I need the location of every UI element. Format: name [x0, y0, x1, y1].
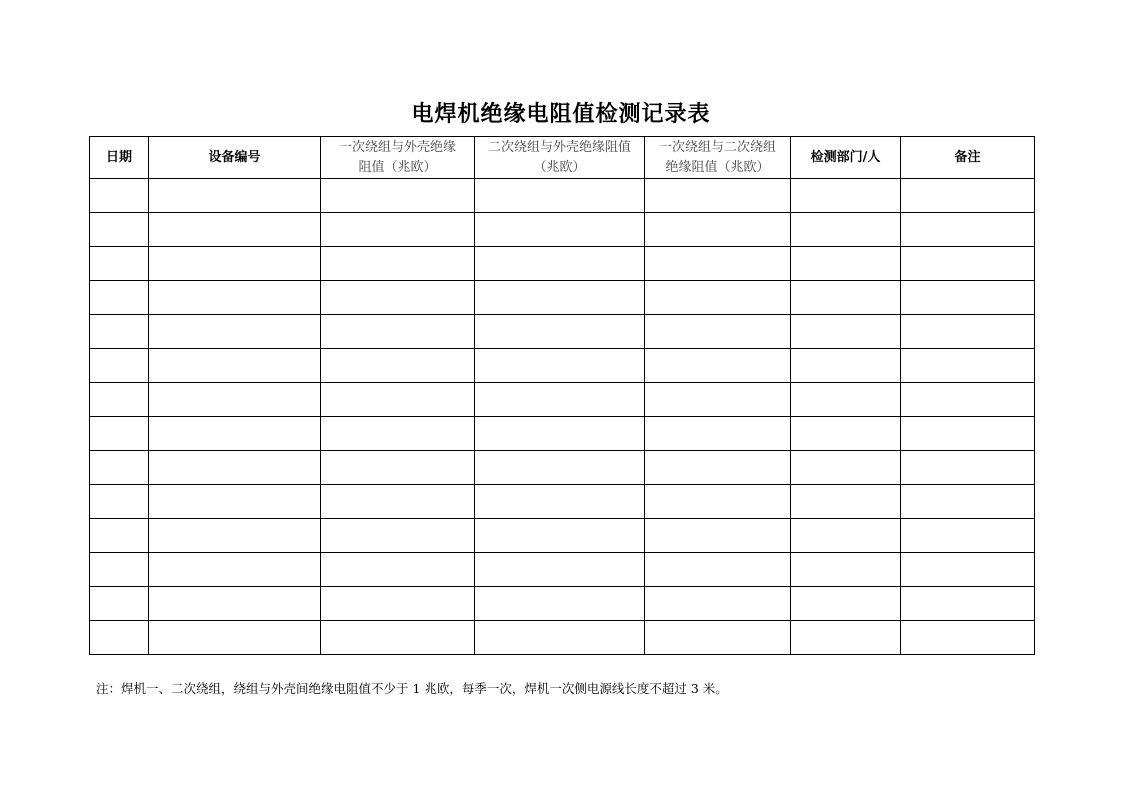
table-cell-primary-to-secondary[interactable]	[645, 519, 791, 553]
table-cell-equipment-no[interactable]	[149, 383, 321, 417]
table-cell-primary-to-shell[interactable]	[321, 519, 475, 553]
table-cell-secondary-to-shell[interactable]	[475, 485, 645, 519]
table-cell-inspector[interactable]	[791, 383, 901, 417]
table-row	[90, 553, 1035, 587]
table-cell-inspector[interactable]	[791, 519, 901, 553]
table-cell-date[interactable]	[90, 349, 149, 383]
column-header-secondary-to-shell	[475, 137, 645, 179]
table-row	[90, 179, 1035, 213]
column-header-remarks	[901, 137, 1035, 179]
table-row	[90, 315, 1035, 349]
table-row	[90, 417, 1035, 451]
table-cell-inspector[interactable]	[791, 247, 901, 281]
table-cell-date[interactable]	[90, 383, 149, 417]
table-cell-primary-to-shell[interactable]	[321, 213, 475, 247]
table-cell-date[interactable]	[90, 281, 149, 315]
table-cell-primary-to-secondary[interactable]	[645, 213, 791, 247]
table-cell-date[interactable]	[90, 213, 149, 247]
table-cell-primary-to-secondary[interactable]	[645, 451, 791, 485]
table-row	[90, 621, 1035, 655]
table-cell-secondary-to-shell[interactable]	[475, 417, 645, 451]
table-cell-primary-to-shell[interactable]	[321, 621, 475, 655]
table-cell-primary-to-shell[interactable]	[321, 485, 475, 519]
table-cell-remarks[interactable]	[901, 349, 1035, 383]
table-cell-date[interactable]	[90, 519, 149, 553]
table-cell-equipment-no[interactable]	[149, 281, 321, 315]
table-cell-inspector[interactable]	[791, 417, 901, 451]
table-cell-primary-to-shell[interactable]	[321, 349, 475, 383]
column-header-date	[90, 137, 149, 179]
column-header-line1: 一次绕组与外壳绝缘	[338, 139, 456, 155]
table-cell-remarks[interactable]	[901, 383, 1035, 417]
table-cell-equipment-no[interactable]	[149, 349, 321, 383]
table-cell-secondary-to-shell[interactable]	[475, 621, 645, 655]
table-cell-date[interactable]	[90, 451, 149, 485]
table-cell-equipment-no[interactable]	[149, 179, 321, 213]
table-row	[90, 451, 1035, 485]
table-row	[90, 247, 1035, 281]
column-header-primary-to-shell	[321, 137, 475, 179]
table-cell-secondary-to-shell[interactable]	[475, 349, 645, 383]
table-cell-equipment-no[interactable]	[149, 587, 321, 621]
table-cell-primary-to-secondary[interactable]	[645, 417, 791, 451]
column-header-line1: 一次绕组与二次绕组	[658, 139, 776, 155]
table-cell-date[interactable]	[90, 417, 149, 451]
column-header-equipment-no	[149, 137, 321, 179]
table-cell-remarks[interactable]	[901, 281, 1035, 315]
table-cell-primary-to-secondary[interactable]	[645, 281, 791, 315]
table-cell-primary-to-shell[interactable]	[321, 587, 475, 621]
table-cell-date[interactable]	[90, 587, 149, 621]
table-cell-primary-to-secondary[interactable]	[645, 349, 791, 383]
table-cell-secondary-to-shell[interactable]	[475, 383, 645, 417]
table-cell-equipment-no[interactable]	[149, 485, 321, 519]
column-header-line1: 备注	[954, 149, 981, 165]
table-cell-secondary-to-shell[interactable]	[475, 247, 645, 281]
table-body	[90, 179, 1035, 655]
table-cell-equipment-no[interactable]	[149, 451, 321, 485]
table-cell-secondary-to-shell[interactable]	[475, 315, 645, 349]
table-cell-remarks[interactable]	[901, 519, 1035, 553]
table-cell-remarks[interactable]	[901, 451, 1035, 485]
table-cell-inspector[interactable]	[791, 451, 901, 485]
table-cell-equipment-no[interactable]	[149, 519, 321, 553]
table-cell-primary-to-secondary[interactable]	[645, 621, 791, 655]
column-header-line2: 绝缘阻值（兆欧）	[665, 159, 770, 175]
table-cell-primary-to-secondary[interactable]	[645, 587, 791, 621]
table-cell-date[interactable]	[90, 485, 149, 519]
table-cell-primary-to-secondary[interactable]	[645, 383, 791, 417]
column-header-inspector	[791, 137, 901, 179]
table-cell-date[interactable]	[90, 247, 149, 281]
table-cell-primary-to-secondary[interactable]	[645, 247, 791, 281]
table-cell-remarks[interactable]	[901, 553, 1035, 587]
table-cell-remarks[interactable]	[901, 621, 1035, 655]
table-cell-inspector[interactable]	[791, 281, 901, 315]
column-header-line2: （兆欧）	[533, 159, 586, 175]
table-cell-primary-to-shell[interactable]	[321, 417, 475, 451]
table-cell-secondary-to-shell[interactable]	[475, 519, 645, 553]
table-cell-equipment-no[interactable]	[149, 213, 321, 247]
table-cell-date[interactable]	[90, 179, 149, 213]
table-cell-equipment-no[interactable]	[149, 417, 321, 451]
table-cell-inspector[interactable]	[791, 179, 901, 213]
table-cell-date[interactable]	[90, 621, 149, 655]
table-cell-primary-to-shell[interactable]	[321, 451, 475, 485]
table-cell-inspector[interactable]	[791, 485, 901, 519]
table-cell-remarks[interactable]	[901, 587, 1035, 621]
table-cell-equipment-no[interactable]	[149, 553, 321, 587]
table-cell-secondary-to-shell[interactable]	[475, 451, 645, 485]
table-cell-date[interactable]	[90, 315, 149, 349]
table-cell-remarks[interactable]	[901, 417, 1035, 451]
column-header-line2: 阻值（兆欧）	[358, 159, 437, 175]
table-cell-primary-to-secondary[interactable]	[645, 179, 791, 213]
table-cell-inspector[interactable]	[791, 349, 901, 383]
table-row	[90, 519, 1035, 553]
table-cell-remarks[interactable]	[901, 485, 1035, 519]
table-cell-secondary-to-shell[interactable]	[475, 281, 645, 315]
column-header-line1: 二次绕组与外壳绝缘阻值	[487, 139, 631, 155]
table-cell-secondary-to-shell[interactable]	[475, 179, 645, 213]
record-table	[89, 136, 1035, 655]
table-cell-secondary-to-shell[interactable]	[475, 587, 645, 621]
column-header-line1: 设备编号	[208, 149, 261, 165]
table-row	[90, 587, 1035, 621]
table-cell-date[interactable]	[90, 553, 149, 587]
table-cell-primary-to-shell[interactable]	[321, 383, 475, 417]
column-header-line1: 日期	[105, 149, 132, 165]
table-cell-inspector[interactable]	[791, 315, 901, 349]
table-cell-remarks[interactable]	[901, 315, 1035, 349]
table-cell-primary-to-shell[interactable]	[321, 553, 475, 587]
table-cell-primary-to-shell[interactable]	[321, 281, 475, 315]
table-row	[90, 281, 1035, 315]
header-row	[90, 137, 1035, 179]
table-cell-primary-to-shell[interactable]	[321, 247, 475, 281]
table-cell-equipment-no[interactable]	[149, 315, 321, 349]
table-cell-primary-to-secondary[interactable]	[645, 485, 791, 519]
table-cell-equipment-no[interactable]	[149, 621, 321, 655]
table-cell-remarks[interactable]	[901, 179, 1035, 213]
table-cell-inspector[interactable]	[791, 553, 901, 587]
table-cell-remarks[interactable]	[901, 213, 1035, 247]
table-row	[90, 485, 1035, 519]
table-cell-primary-to-secondary[interactable]	[645, 315, 791, 349]
footnote: 注：焊机一、二次绕组，绕组与外壳间绝缘电阻值不少于 1 兆欧，每季一次，焊机一次侧电源线长度不超过 3 米。	[96, 681, 728, 696]
table-cell-primary-to-secondary[interactable]	[645, 553, 791, 587]
column-header-primary-to-secondary	[645, 137, 791, 179]
table-cell-primary-to-shell[interactable]	[321, 179, 475, 213]
table-cell-secondary-to-shell[interactable]	[475, 553, 645, 587]
table-row	[90, 213, 1035, 247]
table-cell-inspector[interactable]	[791, 621, 901, 655]
document-title: 电焊机绝缘电阻值检测记录表	[411, 102, 711, 127]
table-row	[90, 383, 1035, 417]
table-cell-secondary-to-shell[interactable]	[475, 213, 645, 247]
column-header-line1: 检测部门/人	[810, 149, 881, 165]
table-cell-inspector[interactable]	[791, 213, 901, 247]
table-cell-remarks[interactable]	[901, 247, 1035, 281]
table-row	[90, 349, 1035, 383]
table-cell-inspector[interactable]	[791, 587, 901, 621]
table-cell-equipment-no[interactable]	[149, 247, 321, 281]
table-cell-primary-to-shell[interactable]	[321, 315, 475, 349]
